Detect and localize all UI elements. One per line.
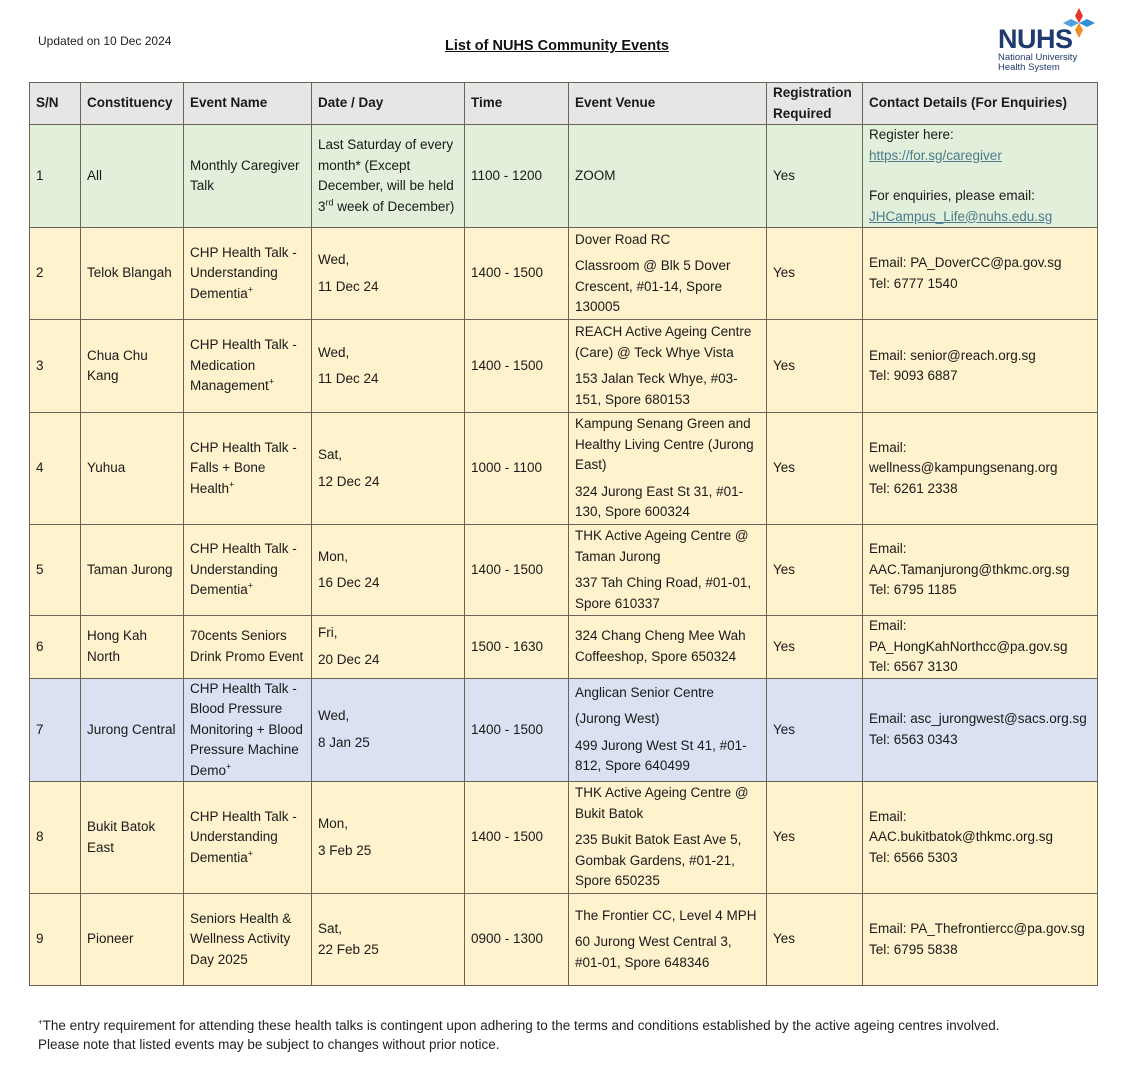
cell-constituency: All (81, 125, 184, 228)
cell-constituency: Chua Chu Kang (81, 320, 184, 413)
table-row (30, 320, 1098, 413)
cell-registration: Yes (767, 782, 863, 894)
table-row (30, 525, 1098, 616)
column-header-sn: S/N (30, 83, 81, 125)
cell-registration: Yes (767, 525, 863, 616)
cell-event-name: CHP Health Talk - Understanding Dementia+ (184, 782, 312, 894)
cell-registration: Yes (767, 616, 863, 679)
cell-sn: 8 (30, 782, 81, 894)
footnote-changes-notice: Please note that listed events may be subject to changes without prior notice. (38, 1037, 500, 1052)
cell-venue: Kampung Senang Green and Healthy Living Centre (Jurong East) 324 Jurong East St 31, #01-130, Spore 600324 (569, 413, 767, 525)
cell-venue: REACH Active Ageing Centre (Care) @ Teck Whye Vista 153 Jalan Teck Whye, #03-151, Spore 680153 (569, 320, 767, 413)
cell-venue: The Frontier CC, Level 4 MPH 60 Jurong West Central 3, #01-01, Spore 648346 (569, 894, 767, 986)
column-header-event-name: Event Name (184, 83, 312, 125)
cell-constituency: Bukit Batok East (81, 782, 184, 894)
cell-venue: Dover Road RC Classroom @ Blk 5 Dover Crescent, #01-14, Spore 130005 (569, 228, 767, 320)
events-table (29, 82, 1098, 986)
table-row (30, 125, 1098, 228)
footnote-terms: +The entry requirement for attending these health talks is contingent upon adhering to the terms and conditions established by the active ageing centres involved. (38, 1017, 1000, 1033)
cell-contact: Email: PA_DoverCC@pa.gov.sg Tel: 6777 1540 (863, 228, 1098, 320)
cell-time: 1000 - 1100 (465, 413, 569, 525)
updated-date: Updated on 10 Dec 2024 (38, 34, 172, 48)
cell-registration: Yes (767, 894, 863, 986)
cell-constituency: Hong Kah North (81, 616, 184, 679)
cell-time: 1400 - 1500 (465, 525, 569, 616)
cell-sn: 5 (30, 525, 81, 616)
logo-subtitle: National University Health System (998, 52, 1078, 73)
cell-contact: Email: senior@reach.org.sg Tel: 9093 6887 (863, 320, 1098, 413)
cell-sn: 6 (30, 616, 81, 679)
cell-sn: 2 (30, 228, 81, 320)
cell-constituency: Taman Jurong (81, 525, 184, 616)
cell-time: 1400 - 1500 (465, 678, 569, 782)
table-row (30, 894, 1098, 986)
column-header-venue: Event Venue (569, 83, 767, 125)
nuhs-logo (996, 6, 1106, 74)
cell-constituency: Pioneer (81, 894, 184, 986)
cell-venue: Anglican Senior Centre (Jurong West) 499 Jurong West St 41, #01-812, Spore 640499 (569, 678, 767, 782)
cell-sn: 4 (30, 413, 81, 525)
cell-date: Wed, 11 Dec 24 (312, 228, 465, 320)
cell-event-name: CHP Health Talk - Blood Pressure Monitoring + Blood Pressure Machine Demo+ (184, 678, 312, 782)
cell-event-name: CHP Health Talk - Medication Management+ (184, 320, 312, 413)
cell-sn: 3 (30, 320, 81, 413)
cell-date: Mon, 3 Feb 25 (312, 782, 465, 894)
cell-registration: Yes (767, 125, 863, 228)
table-row (30, 616, 1098, 679)
column-header-date: Date / Day (312, 83, 465, 125)
cell-contact: Email: PA_Thefrontiercc@pa.gov.sg Tel: 6795 5838 (863, 894, 1098, 986)
cell-event-name: CHP Health Talk - Falls + Bone Health+ (184, 413, 312, 525)
column-header-constituency: Constituency (81, 83, 184, 125)
cell-date: Last Saturday of every month* (Except December, will be held 3rd week of December) (312, 125, 465, 228)
table-row (30, 413, 1098, 525)
cell-venue: THK Active Ageing Centre @ Taman Jurong 337 Tah Ching Road, #01-01, Spore 610337 (569, 525, 767, 616)
cell-time: 0900 - 1300 (465, 894, 569, 986)
cell-date: Sat, 12 Dec 24 (312, 413, 465, 525)
cell-sn: 7 (30, 678, 81, 782)
cell-contact: Email: wellness@kampungsenang.org Tel: 6261 2338 (863, 413, 1098, 525)
cell-contact: Email: asc_jurongwest@sacs.org.sg Tel: 6563 0343 (863, 678, 1098, 782)
cell-venue: THK Active Ageing Centre @ Bukit Batok 235 Bukit Batok East Ave 5, Gombak Gardens, #01-21, Spore 650235 (569, 782, 767, 894)
table-row (30, 228, 1098, 320)
column-header-registration: Registration Required (767, 83, 863, 125)
cell-constituency: Telok Blangah (81, 228, 184, 320)
cell-sn: 1 (30, 125, 81, 228)
cell-event-name: Monthly Caregiver Talk (184, 125, 312, 228)
cell-event-name: 70cents Seniors Drink Promo Event (184, 616, 312, 679)
table-row (30, 678, 1098, 782)
table-header-row (30, 83, 1098, 125)
cell-date: Wed, 8 Jan 25 (312, 678, 465, 782)
cell-time: 1400 - 1500 (465, 782, 569, 894)
cell-time: 1400 - 1500 (465, 320, 569, 413)
logo-wordmark: NUHS (998, 24, 1073, 54)
cell-date: Fri, 20 Dec 24 (312, 616, 465, 679)
cell-event-name: CHP Health Talk - Understanding Dementia+ (184, 525, 312, 616)
cell-contact: Register here: https://for.sg/caregiver For enquiries, please email: JHCampus_Life@nuhs.edu.sg (863, 125, 1098, 228)
cell-date: Sat, 22 Feb 25 (312, 894, 465, 986)
cell-event-name: CHP Health Talk - Understanding Dementia+ (184, 228, 312, 320)
cell-contact: Email: AAC.bukitbatok@thkmc.org.sg Tel: 6566 5303 (863, 782, 1098, 894)
footnote (38, 1016, 1098, 1054)
cell-time: 1400 - 1500 (465, 228, 569, 320)
enquiry-email-link[interactable]: JHCampus_Life@nuhs.edu.sg (869, 208, 1053, 224)
cell-registration: Yes (767, 678, 863, 782)
cell-time: 1100 - 1200 (465, 125, 569, 228)
cell-contact: Email: PA_HongKahNorthcc@pa.gov.sg Tel: 6567 3130 (863, 616, 1098, 679)
cell-event-name: Seniors Health & Wellness Activity Day 2025 (184, 894, 312, 986)
cell-time: 1500 - 1630 (465, 616, 569, 679)
page-title: List of NUHS Community Events (445, 38, 669, 54)
cell-constituency: Yuhua (81, 413, 184, 525)
table-row (30, 782, 1098, 894)
column-header-time: Time (465, 83, 569, 125)
cell-date: Wed, 11 Dec 24 (312, 320, 465, 413)
cell-contact: Email: AAC.Tamanjurong@thkmc.org.sg Tel: 6795 1185 (863, 525, 1098, 616)
cell-constituency: Jurong Central (81, 678, 184, 782)
register-link[interactable]: https://for.sg/caregiver (869, 147, 1002, 163)
cell-registration: Yes (767, 320, 863, 413)
cell-venue: 324 Chang Cheng Mee Wah Coffeeshop, Spore 650324 (569, 616, 767, 679)
column-header-contact: Contact Details (For Enquiries) (863, 83, 1098, 125)
cell-registration: Yes (767, 413, 863, 525)
cell-date: Mon, 16 Dec 24 (312, 525, 465, 616)
cell-sn: 9 (30, 894, 81, 986)
cell-venue: ZOOM (569, 125, 767, 228)
cell-registration: Yes (767, 228, 863, 320)
